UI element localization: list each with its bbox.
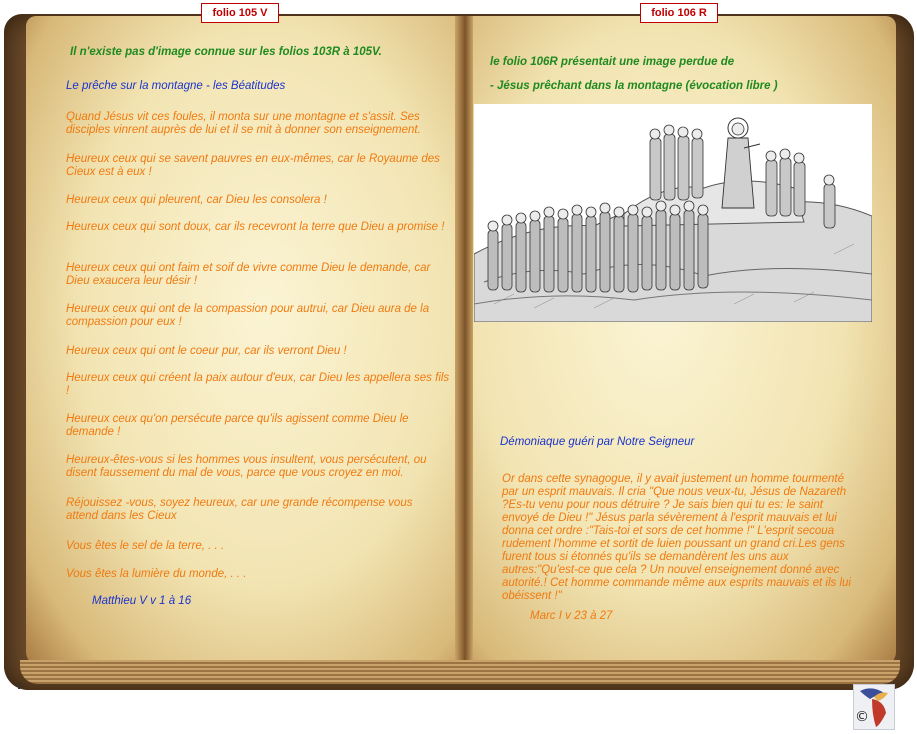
left-note: Il n'existe pas d'image connue sur les folios 103R à 105V.	[70, 46, 382, 58]
book-gutter	[455, 16, 473, 666]
folio-left-label: folio 105 V	[201, 3, 279, 23]
paragraph-7: Heureux ceux qui ont le coeur pur, car ils verront Dieu !	[66, 345, 347, 357]
right-intro-2: - Jésus prêchant dans la montagne (évocation libre )	[490, 80, 778, 92]
paragraph-8: Heureux ceux qui créent la paix autour d'eux, car Dieu les appellera ses fils !	[66, 372, 450, 397]
right-body: Or dans cette synagogue, il y avait justement un homme tourmenté par un esprit mauvais. Il cria "Que nous veux-tu, Jésus de Nazareth ?Es-tu venu pour nous détruire ? Je sais bien qui tu es: le saint envoyé de Dieu !" Jésus parla sévèrement à l'esprit mauvais et lui donna cet ordre :"Tais-toi et sors de cet homme !" L'esprit secoua rudement l'homme et sortit de luien poussant un grand cri.Les gens furent tous si étonnés qu'ils se demandèrent les uns aux autres:"Qu'est-ce que cela ? Un nouvel enseignement donné avec autorité.! Cet homme commande même aux esprits mauvais et ils lui obéissent !"	[502, 473, 851, 602]
paragraph-11: Réjouissez -vous, soyez heureux, car une grande récompense vous attend dans les Cieux	[66, 497, 413, 522]
copyright-symbol: ©	[855, 709, 869, 725]
paragraph-12: Vous êtes le sel de la terre, . . .	[66, 540, 225, 552]
paragraph-13: Vous êtes la lumière du monde, . . .	[66, 568, 247, 580]
paragraph-9: Heureux ceux qu'on persécute parce qu'ils agissent comme Dieu le demande !	[66, 413, 409, 438]
folio-right-label: folio 106 R	[640, 3, 718, 23]
paragraph-5: Heureux ceux qui ont faim et soif de vivre comme Dieu le demande, car Dieu exaucera leur désir !	[66, 262, 431, 287]
left-reference: Matthieu V v 1 à 16	[92, 595, 192, 607]
paragraph-1: Quand Jésus vit ces foules, il monta sur une montagne et s'assit. Ses disciples vinrent auprès de lui et il se mit à donner son enseignement.	[66, 111, 421, 136]
paragraph-4: Heureux ceux qui sont doux, car ils recevront la terre que Dieu a promise !	[66, 221, 445, 233]
right-reference: Marc I v 23 à 27	[530, 610, 613, 622]
sermon-on-the-mount-illustration	[474, 104, 872, 322]
left-title: Le prêche sur la montagne - les Béatitudes	[66, 80, 286, 92]
page-mark	[18, 683, 20, 689]
paragraph-10: Heureux-êtes-vous si les hommes vous insultent, vous persécutent, ou disent faussement du mal de vous, parce que vous croyez en moi.	[66, 454, 427, 479]
page-edges	[20, 660, 900, 684]
copyright-logo	[853, 684, 895, 730]
paragraph-6: Heureux ceux qui ont de la compassion pour autrui, car Dieu aura de la compassion pour eux !	[66, 303, 430, 328]
right-intro-1: le folio 106R présentait une image perdue de	[490, 56, 735, 68]
right-section-title: Démoniaque guéri par Notre Seigneur	[500, 436, 695, 448]
paragraph-3: Heureux ceux qui pleurent, car Dieu les consolera !	[66, 194, 327, 206]
illustration-drawing	[474, 104, 872, 322]
paragraph-2: Heureux ceux qui se savent pauvres en eux-mêmes, car le Royaume des Cieux est à eux !	[66, 153, 440, 178]
